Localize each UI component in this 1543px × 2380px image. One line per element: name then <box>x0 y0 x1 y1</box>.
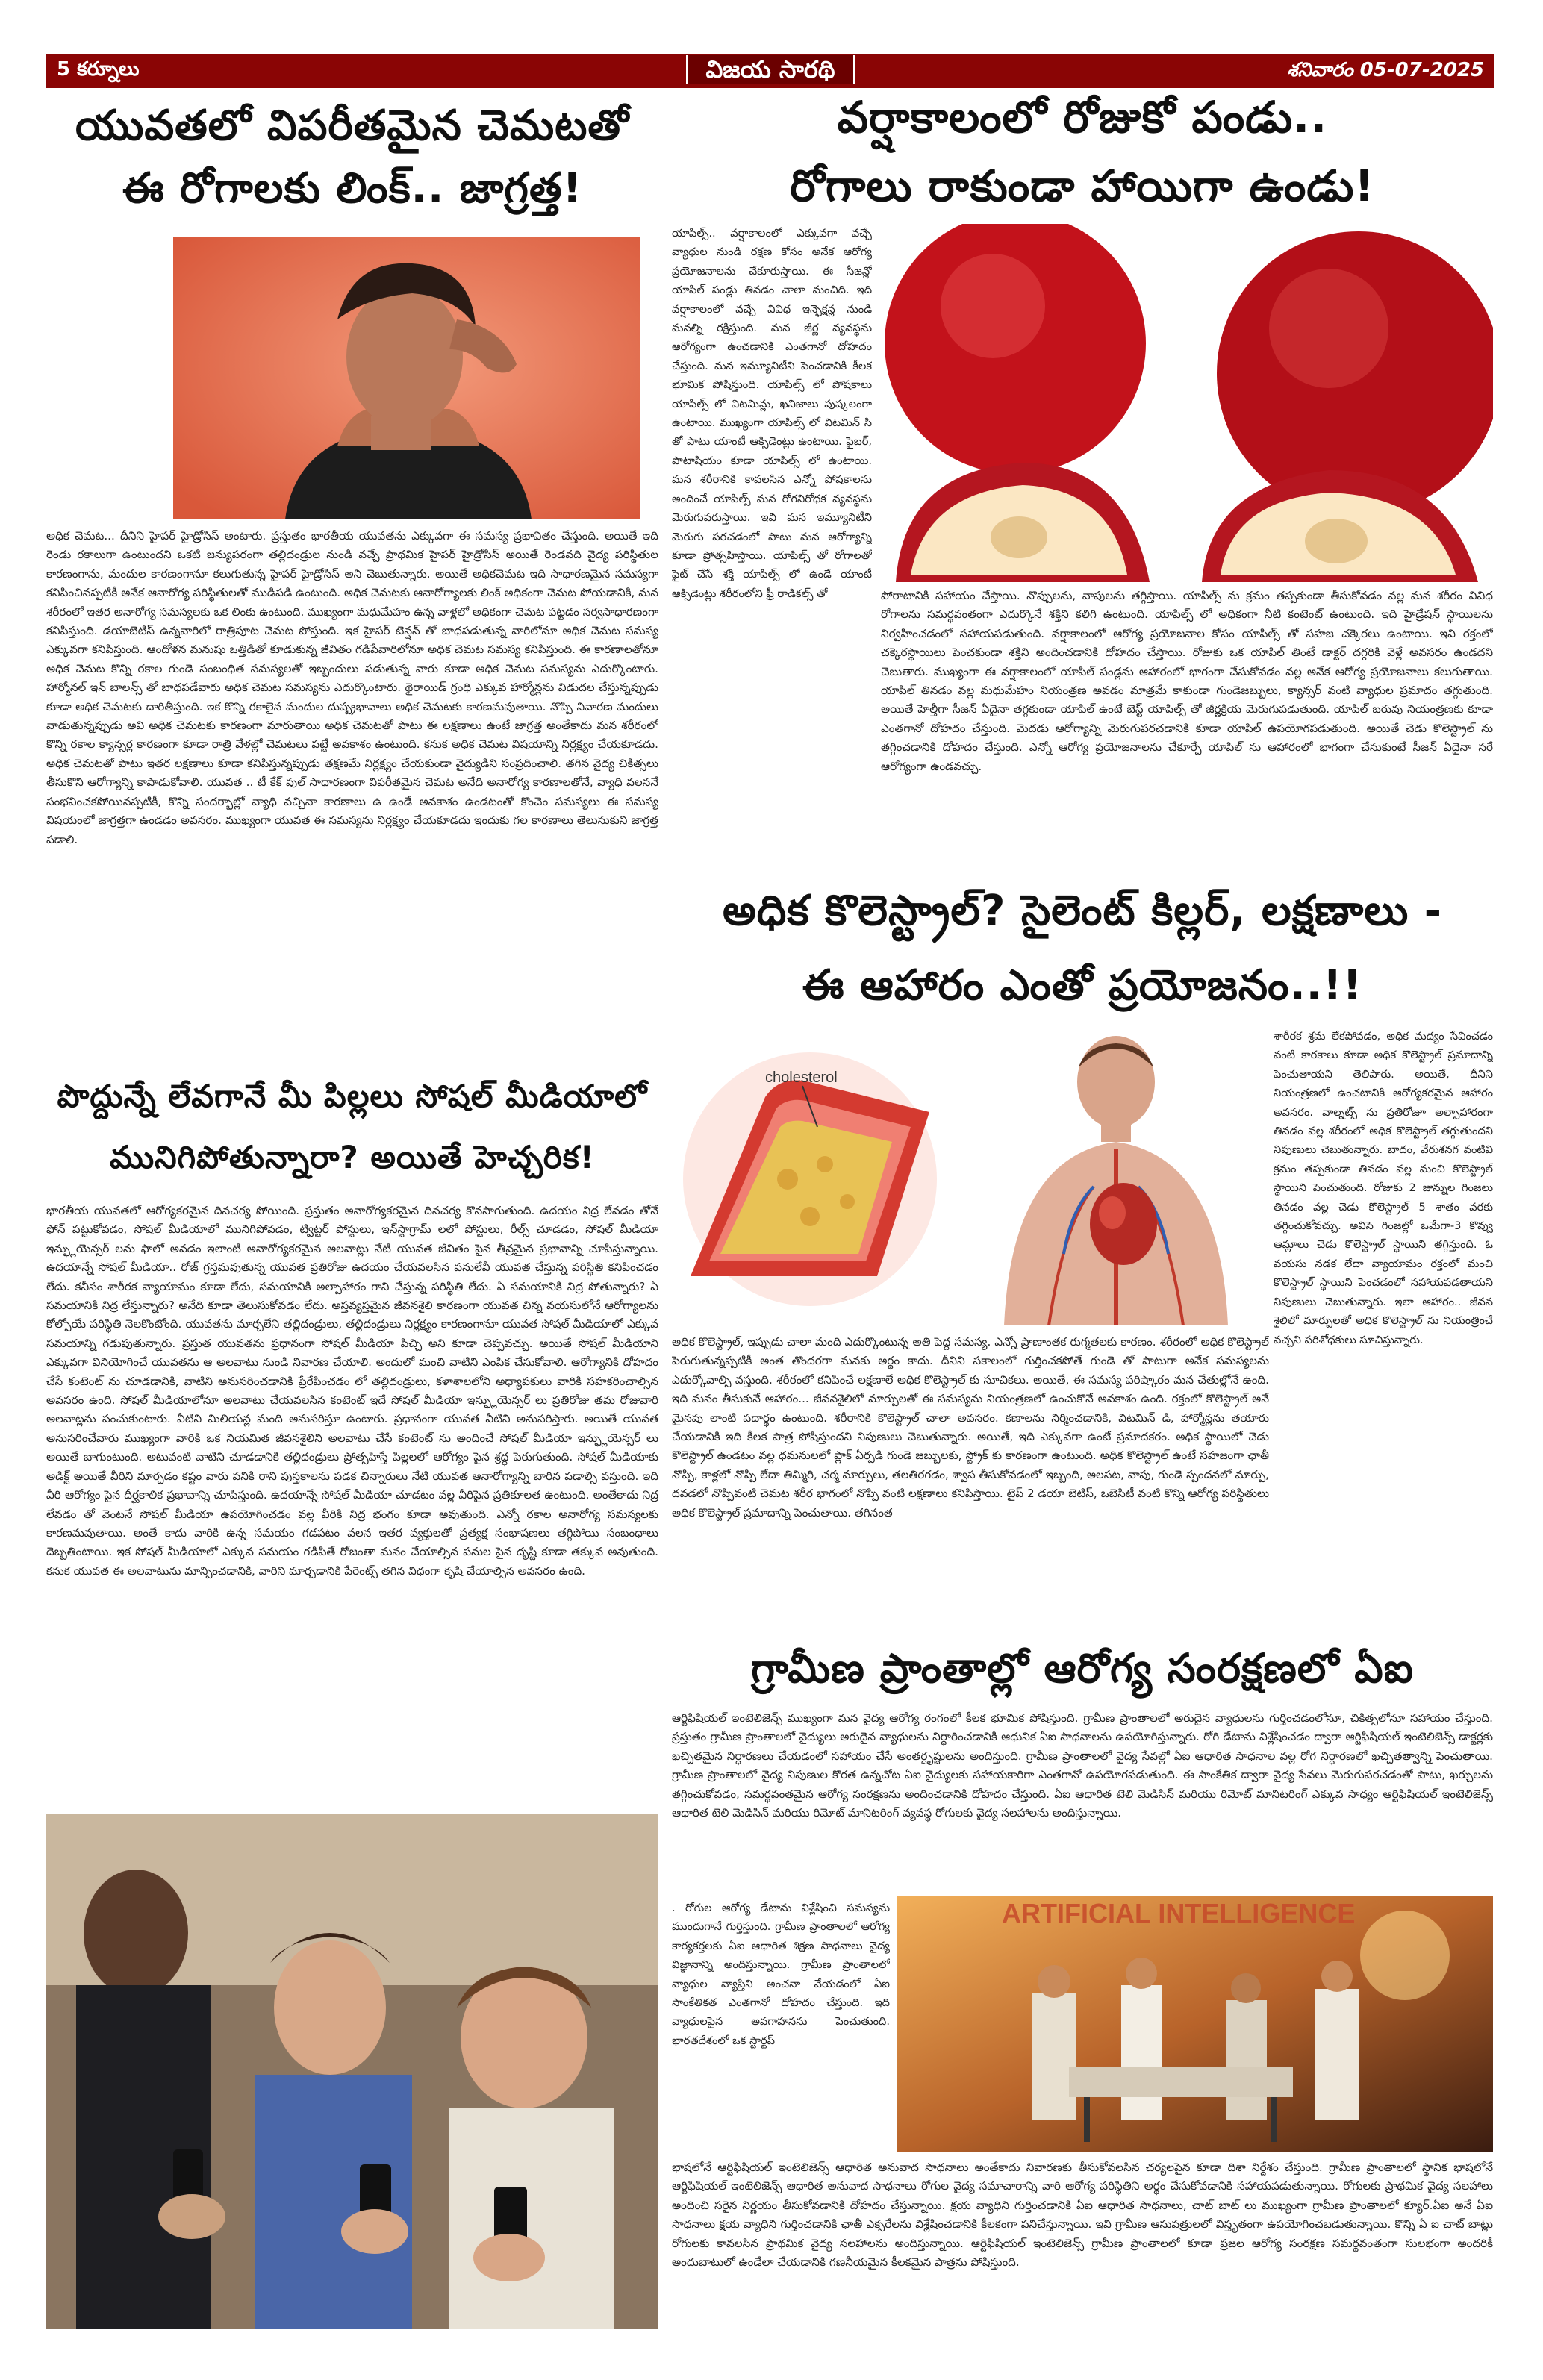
cholesterol-illustration <box>676 1030 1265 1325</box>
article5-headline: గ్రామీణ ప్రాంతాల్లో ఆరోగ్య సంరక్షణలో ఏఐ <box>751 1645 1414 1692</box>
article2-body-narrow: యాపిల్స్.. వర్షాకాలంలో ఎక్కువగా వచ్చే వ్యాధుల నుండి రక్షణ కోసం అనేక ఆరోగ్య ప్రయోజనాలను చేకూరుస్తాయి. ఈ సీజన్లో యాపిల్ పండ్లు తినడం చాలా మంచిది. ఇది వర్షాకాలంలో వచ్చే వివిధ ఇన్ఫెక్షన్ల నుండి మనల్ని రక్షిస్తుంది. మన జీర్ణ వ్యవస్థను ఆరోగ్యంగా ఉంచడానికి ఎంతగానో దోహదం చేస్తుంది. మన ఇమ్యూనిటీని పెంచడానికి కీలక భూమిక పోషిస్తుంది. యాపిల్స్ లో పోషకాలు యాపిల్స్ లో విటమిన్లు, ఖనిజాలు పుష్కలంగా ఉంటాయి. ముఖ్యంగా యాపిల్స్ లో విటమిన్ సి తో పాటు యాంటీ ఆక్సిడెంట్లు ఉంటాయి. ఫైబర్, పొటాషియం కూడా యాపిల్స్ లో ఉంటాయి. మన శరీరానికి కావలసిన ఎన్నో పోషకాలను అందించే యాపిల్స్ మన రోగనిరోధక వ్యవస్థను మెరుగుపరుస్తాయి. ఇవి మన ఇమ్యూనిటీని మెరుగు పరచడంలో పాటు మన ఆరోగ్యాన్ని కూడా ప్రోత్సహిస్తాయి. యాపిల్స్ తో రోగాలతో ఫైట్ చేసే శక్తి యాపిల్స్ లో ఉండే యాంటీ ఆక్సిడెంట్లు శరీరంలోని ఫ్రీ రాడికల్స్ తో <box>672 227 872 600</box>
article1-headline-2: ఈ రోగాలకు లింక్.. జాగ్రత్త! <box>122 164 583 213</box>
article5-body-top: ఆర్టిఫిషియల్ ఇంటెలిజెన్స్ ముఖ్యంగా మన వైద్య ఆరోగ్య రంగంలో కీలక భూమిక పోషిస్తుంది. గ్రామీణ ప్రాంతాలలో అరుదైన వ్యాధులను గుర్తించడంలోనూ, చికిత్సలోనూ సహాయం చేస్తుంది. ప్రస్తుతం గ్రామీణ ప్రాంతాలలో వైద్యులు అరుదైన వ్యాధులను నిర్ధారించడానికి ఆధునిక ఏఐ సాధనాలను ఉపయోగిస్తున్నారు. రోగి డేటాను విశ్లేషించడం ద్వారా ఆర్టిఫిషియల్ ఇంటెలిజెన్స్ డాక్టర్లకు ఖచ్చితమైన నిర్ధారణలు చేయడంలో సహాయం చేసే అంతర్దృష్టులను అందిస్తుంది. గ్రామీణ ప్రాంతాలలో వైద్య సేవల్లో ఏఐ ఆధారిత సాధనాల వల్ల రోగ నిర్ధారణలో ఖచ్చితత్వాన్ని పెంచుతాయి. గ్రామీణ ప్రాంతాలలో వైద్య నిపుణుల కొరత ఉన్నచోట ఏఐ వైద్యులకు సహాయకారిగా ఎంతగానో ఉపయోగపడుతుంది. ఈ సాంకేతిక ద్వారా వైద్య సేవలు మెరుగుపరచడంతో పాటు, ఖర్చులను తగ్గించుకోవడం, సమర్థవంతమైన ఆరోగ్య సంరక్షణను అందించడానికి దోహదం చేస్తుంది. ఏఐ ఆధారిత టెలి మెడిసిన్ మరియు రిమోట్ మానిటరింగ్ ఎక్కువ సాధ్యం ఆర్టిఫిషియల్ ఇంటెలిజెన్స్ ఆధారిత టెలి మెడిసిన్ మరియు రిమోట్ మానిటరింగ్ వ్యవస్థ రోగులకు వైద్య సలహాలను అందిస్తున్నాయి. <box>672 1711 1493 1820</box>
paper-name <box>46 55 1494 90</box>
page-label: 5 కర్నూలు <box>57 58 140 81</box>
article5-body-narrow: . రోగుల ఆరోగ్య డేటాను విశ్లేషించి సమస్యను ముందుగానే గుర్తిస్తుంది. గ్రామీణ ప్రాంతాలలో ఆరోగ్య కార్యకర్తలకు ఏఐ ఆధారిత శిక్షణ సాధనాలు వైద్య విజ్ఞానాన్ని అందిస్తున్నాయి. గ్రామీణ ప్రాంతాలలో వ్యాధుల వ్యాప్తిని అంచనా వేయడంలో ఏఐ సాంకేతికత ఎంతగానో దోహదం చేస్తుంది. ఇది వ్యాధులపైన అవగాహనను పెంచుతుంది. భారతదేశంలో ఒక స్టార్టప్ <box>672 1902 890 2047</box>
issue-date: శనివారం 05-07-2025 <box>1287 59 1484 81</box>
article4-body-narrow: శారీరక శ్రమ లేకపోవడం, అధిక మద్యం సేవించడం వంటి కారకాలు కూడా అధిక కొలెస్ట్రాల్ ప్రమాదాన్ని పెంచుతాయని తెలిపారు. అయితే, దీనిని నియంత్రణలో ఉంచటానికి ఆరోగ్యకరమైన ఆహారం అవసరం. వాల్నట్స్ ను ప్రతిరోజూ అల్పాహారంగా తినడం వల్ల శరీరంలో అధిక కొలెస్ట్రాల్ తగ్గుతుందని నిపుణులు చెబుతున్నారు. బాదం, వేరుశనగ వంటివి క్రమం తప్పకుండా తినడం వల్ల మంచి కొలెస్ట్రాల్ స్థాయిని పెంచుతుంది. రోజుకు 2 జున్నుల గింజలు తినడం వల్ల చెడు కొలెస్ట్రాల్ 5 శాతం వరకు తగ్గించుకోవచ్చు. అవిసె గింజల్లో ఒమేగా-3 కొవ్వు ఆమ్లాలు చెడు కొలెస్ట్రాల్ స్థాయిని తగ్గిస్తుంది. ఓ వయసు నడక లేదా వ్యాయామం రక్తంలో మంచి కొలెస్ట్రాల్ స్థాయిని పెంచడంలో సహాయపడతాయని నిపుణులు చెబుతున్నారు. ఇలా ఆహారం.. జీవన శైలిలో మార్పులతో అధిక కొలెస్ట్రాల్ ను నియంత్రించే వచ్చని పరిశోధకులు సూచిస్తున్నారు. <box>1274 1030 1493 1346</box>
youth-smartphones-photo <box>46 1814 658 2329</box>
article4-headline-1: అధిక కొలెస్ట్రాల్? సైలెంట్ కిల్లర్, లక్షణాలు - <box>722 887 1443 935</box>
article5-body-bottom: భాషలోనే ఆర్టిఫిషియల్ ఇంటెలిజెన్స్ ఆధారిత అనువాద సాధనాలు అంతేకాదు నివారణకు తీసుకోవలసిన చర్యలపైన కూడా దిశా నిర్దేశం చేస్తుంది. గ్రామీణ ప్రాంతాలలో స్థానిక భాషలోనే ఆర్టిఫిషియల్ ఇంటెలిజెన్స్ ఆధారిత అనువాద సాధనాలు రోగుల వైద్య సమాచారాన్ని వారి ఆరోగ్య పరిస్థితిని అర్థం చేసుకోవడానికి సహాయపడుతున్నాయి. రోగులకు ప్రాథమిక వైద్య సలహాలు అందించి సరైన నిర్ణయం తీసుకోవడానికి దోహదం చేస్తున్నాయి. క్షయ వ్యాధిని గుర్తించడానికి ఏఐ ఆధారిత సాధనాలు, చాట్ బాట్ లు ముఖ్యంగా గ్రామీణ ప్రాంతాలలో క్యూర్.ఏఐ అనే ఏఐ సాధనాలు క్షయ వ్యాధిని గుర్తించడానికి ఛాతీ ఎక్సరేలను విశ్లేషించడానికి కీలకంగా పనిచేస్తున్నాయి. ఇవి గ్రామీణ ఆసుపత్రులలో విస్తృతంగా ఉపయోగించబడుతున్నాయి. కొన్ని ఏ ఐ చాట్ బాట్లు రోగులకు కావలసిన ప్రాథమిక వైద్య సలహాలను అందిస్తున్నాయి. ఆర్టిఫిషియల్ ఇంటెలిజెన్స్ గ్రామీణ ప్రాంతాలలో కూడా ప్రజల ఆరోగ్య సంరక్షణ సమర్థవంతంగా సులభంగా అందరికీ అందుబాటులో ఉండేలా చేయడానికి గణనీయమైన కీలకమైన పాత్రను పోషిస్తుంది. <box>672 2161 1493 2270</box>
paper-name-text: విజయ సారథి <box>686 55 855 84</box>
sweating-woman-photo <box>173 237 640 519</box>
article1-body: అధిక చెమట... దీనిని హైపర్ హైడ్రోసిస్ అంటారు. ప్రస్తుతం భారతీయ యువతను ఎక్కువగా ఈ సమస్య ప్రభావితం చేస్తుంది. అయితే ఇది రెండు రకాలుగా ఉంటుందని ఒకటి జన్యుపరంగా తల్లిదండ్రుల నుండి వచ్చే ప్రాథమిక హైపర్ హైడ్రోసిస్ అయితే రెండవది వైద్య పరిస్థితుల కారణంగాను, మందుల కారణంగానూ కలుగుతున్న హైపర్ హైడ్రోసిస్ అని చెబుతున్నారు. అయితే అధికచెమట ఇది సాధారణమైన సమస్యగా కనిపించినప్పటికీ అనేక ఆనారోగ్య పరిస్థితులతో ముడిపడి ఉంటుంది. అధిక చెమటకు ఆనారోగ్యాలకు లింక్ అధికంగా చెమట పోయడానికి, మన శరీరంలో ఇతర అనారోగ్య సమస్యలకు ఒక లింకు ఉంటుంది. ముఖ్యంగా మధుమేహం ఉన్న వాళ్లలో అధికంగా చెమట పట్టడం సర్వసాధారణంగా కనిపిస్తుంది. డయాబెటిస్ ఉన్నవారిలో రాత్రిపూట చెమట పోస్తుంది. ఇక హైపర్ టెన్షన్ తో బాధపడుతున్న వారిలోనూ అధిక చెమట సమస్య ఎక్కువగా కనిపిస్తుంది. ఆందోళన మనుషు ఒత్తిడితో కూడుకున్న జీవితం గడిపేవారిలోనూ అధిక చెమట సమస్య కనిపిస్తుంది. ఈ కారణాలతోనూ అధిక చెమట కొన్ని రకాల గుండె సంబంధిత సమస్యలతో ఇబ్బందులు పడుతున్న వారు కూడా అధిక చెమట సమస్యను ఎదుర్కొంటారు. హార్మోనల్ ఇన్ బాలన్స్ తో బాధపడేవారు అధిక చెమట సమస్యను ఎదుర్కొంటారు. థైరాయిడ్ గ్రంధి ఎక్కువ హార్మోన్లను విడుదల చేస్తున్నప్పుడు కూడా అధిక చెమటకు దారితీస్తుంది. ఇక కొన్ని రకాలైన మందుల దుష్ప్రభావాలు అధిక చెమటకు కారణమవుతాయి. నొప్పి నివారణ మందులు వాడుతున్నప్పుడు అవి అధిక చెమటకు కారణంగా మారుతాయి అధిక చెమటతో పాటు ఈ లక్షణాలు ఉంటే జాగ్రత్త అంతేకాదు మన శరీరంలో కొన్ని రకాల క్యాన్సర్ల కారణంగా కూడా రాత్రి వేళల్లో చెమటలు పట్టే అవకాశం ఉంటుంది. కనుక అధిక చెమట విషయాన్ని నిర్లక్ష్యం చేయకూడదు. అధిక చెమటతో పాటు ఇతర లక్షణాలు కూడా కనిపిస్తున్నప్పుడు తక్షణమే నిర్లక్ష్యం చేయకుండా వైద్యుడిని సంప్రదించాలి. తగిన వైద్య చికిత్సలు తీసుకొని ఆరోగ్యాన్ని కాపాడుకోవాలి. యువత .. టీ కేక్ పుల్ సాధారణంగా విపరీతమైన చెమట అనేది అనారోగ్య కారణాలతోనే, వ్యాధి వలననే సంభవించకపోయినప్పటికీ, కొన్ని సందర్భాల్లో వ్యాధి వచ్చినా కారణాలు ఉ ఉండే అవకాశం ఉండటంతో కొంచెం సమస్యలు ఈ సమస్య విషయంలో జాగ్రత్తగా ఉండడం అవసరం. ముఖ్యంగా యువత ఈ సమస్యను నిర్లక్ష్యం చేయకూడదు ఇందుకు గల కారణాలు తెలుసుకుని జాగ్రత్త పడాలి. <box>46 529 658 846</box>
cholesterol-label: cholesterol <box>765 1069 838 1086</box>
article3-body: భారతీయ యువతలో ఆరోగ్యకరమైన దినచర్య పోయింది. ప్రస్తుతం అనారోగ్యకరమైన దినచర్య కొనసాగుతుంది. ఉదయం నిద్ర లేవడం తోనే ఫోన్ పట్టుకోవడం, సోషల్ మీడియాలో మునిగిపోవడం, ట్విట్టర్ పోస్టులు, ఇన్‌స్టాగ్రామ్‌ లలో పోస్టులు, రీల్స్ చూడడం, సోషల్ మీడియా ఇన్ఫ్లుయెన్సర్ లను ఫాలో అవడం ఇలాంటి అనారోగ్యకరమైన అలవాట్లు నేటి యువత జీవితం పైన తీవ్రమైన ప్రభావాన్ని చూపిస్తున్నాయి. ఉదయాన్నే సోషల్ మీడియా.. రోజ్ గ్రస్తమవుతున్న యువత ప్రతిరోజు ఉదయం చేయవలసిన పనులేవీ యువత చేస్తున్న పరిస్థితి కనిపించడం లేదు. కనీసం శారీరక వ్యాయామం కూడా లేదు, సమయానికి అల్పాహారం గాని చేస్తున్న పరిస్థితి లేదు. ఏ సమయానికి నిద్ర పోతున్నారు? ఏ సమయానికి నిద్ర లేస్తున్నారు? అనేది కూడా తెలుసుకోవడం లేదు. అస్తవ్యస్తమైన జీవనశైలి కారణంగా యువత చిన్న వయసులోనే ఆరోగ్యాలను కోల్పోయే పరిస్థితి నెలకొంటోంది. యువతను మార్చలేని తల్లిదండ్రులు, తల్లిదండ్రులు నిర్లక్ష్యం కారణంగానూ యువత సోషల్ మీడియాలో ఎక్కువ సమయాన్ని గడుపుతున్నారు. ప్రస్తుత యువతను ప్రధానంగా సోషల్ మీడియా పిచ్చి అని కూడా చెప్పవచ్చు. అయితే సోషల్ మీడియాని ఎక్కువగా వినియోగించే యువతను ఆ అలవాటు నుండి నివారణ చేయాలి. అందులో మంచి వాటిని ఎంపిక చేసుకోవాలి. ఆరోగ్యానికి దోహదం చేసే కంటెంట్ ను చూడడానికి, వాటిని అనుసరించడానికి ప్రేరేపించడం లో తల్లిదండ్రులు, కళాశాలలోని అధ్యాపకులు వారికి సహకరించాల్సిన అవసరం ఉంది. సోషల్ మీడియాలోనూ అలవాటు చేయవలసిన కంటెంట్ ఇదే సోషల్ మీడియా ఇన్ఫ్లుయెన్సర్ లు ప్రతిరోజు తమ రోజువారి అలవాట్లను పంచుకుంటారు. వీటిని మిలియన్ల మంది అనుసరిస్తూ ఉంటారు. ప్రధానంగా యువత వీటిని అనుసరిస్తారు. అయితే యువత అనుసరించేవారు ముఖ్యంగా వారికి ఒక నియమిత జీవనశైలిని అలవాటు చేసే కంటెంట్ ను అందించే సోషల్ మీడియా ఇన్ఫ్లుయెన్సర్ లు అయితే బాగుంటుంది. అటువంటి వాటిని చూడడానికి తల్లిదండ్రులు ప్రోత్సహిస్తే పిల్లలలో ఆరోగ్యం పైన శ్రద్ధ పెరుగుతుంది. సోషల్ మీడియాకు అడిక్ట్ అయితే వీరిని మార్చడం కష్టం వారు పనికి రాని పుస్తకాలను పడక చిన్నారులు నేటి యువత ఆనారోగ్యాన్ని బారిన పడాల్సి వస్తుంది. ఇది వీరి ఆరోగ్యం పైన దీర్ఘకాలిక ప్రభావాన్ని చూపిస్తుంది. ఉదయాన్నే సోషల్ మీడియా చూడటం వల్ల వీరిపైన ప్రతికూలత ఉంటుంది. అంతేకాదు నిద్ర లేవడం తో వెంటనే సోషల్ మీడియా ఉపయోగించడం వల్ల వీరికి నిద్ర భంగం కూడా అవుతుంది. ఎన్నో రకాల అనారోగ్య సమస్యలకు కారణమవుతాయి. అంతే కాదు వారికి ఉన్న సమయం గడపటం వలన ఇతర వ్యక్తులతో ప్రత్యక్ష సంభాషణలు తగ్గిపోయి సంబంధాలు దెబ్బతింటాయి. ఇక సోషల్ మీడియాలో ఎక్కువ సమయం గడిపితే రోజంతా మనం చేయాల్సిన పనుల పైన దృష్టి కూడా తక్కువ అవుతుంది. కనుక యువత ఈ అలవాటును మాన్పించడానికి, వారిని మార్చడానికి పేరెంట్స్ తగిన విధంగా కృషి చేయాల్సిన అవసరం ఉంది. <box>46 1204 658 1578</box>
ai-banner-text: ARTIFICIAL INTELLIGENCE <box>1002 1898 1356 1928</box>
article2-body-wide: పోరాటానికి సహాయం చేస్తాయి. నొప్పులను, వాపులను తగ్గిస్తాయి. యాపిల్స్ ను క్రమం తప్పకుండా తీసుకోవడం వల్ల మన శరీరం వివిధ రోగాలను సమర్థవంతంగా ఎదుర్కొనే శక్తిని కలిగి ఉంటుంది. యాపిల్స్ లో అధికంగా నీటి కంటెంట్ ఉంటుంది. ఇది హైడ్రేషన్ స్థాయిలను నిర్వహించడంలో సహాయపడుతుంది. వర్షాకాలంలో ఆరోగ్య ప్రయోజనాల కోసం యాపిల్స్ తో సహజ చక్కెరలు ఉంటాయి. ఇవి రక్తంలో చక్కెరస్థాయిలు పెంచకుండా శక్తిని అందించడానికి దోహదం చేస్తాయి. రోజుకు ఒక యాపిల్ తింటే డాక్టర్ దగ్గరికి వెళ్లే అవసరం ఉండదని చెబుతారు. ముఖ్యంగా ఈ వర్షాకాలంలో యాపిల్ పండ్లను ఆహారంలో భాగంగా చేసుకోవడం వల్ల అనేక ఆరోగ్య ప్రయోజనాలు కలుగుతాయి. యాపిల్ తినడం వల్ల మధుమేహం నియంత్రణ అవడం మాత్రమే కాకుండా గుండెజబ్బులు, క్యాన్సర్ వంటి వ్యాధుల ప్రమాదం తగ్గుతుంది. అయితే హెల్తీగా సీజన్ ఏదైనా తగ్గకుండా యాపిల్ ఉంటే బెస్ట్ యాపిల్స్ తో జీర్ణక్రియ మెరుగుపడుతుంది. యాపిల్ బరువు నియంత్రణకు కూడా ఎంతగానో దోహదం చేస్తుంది. మెదడు ఆరోగ్యాన్ని మెరుగుపరచడానికి కూడా యాపిల్ ఉపయోగపడుతుంది. అయితే చెడు కొలెస్ట్రాల్ ను తగ్గించడానికి దోహదం చేస్తుంది. ఎన్నో ఆరోగ్య ప్రయోజనాలను చేకూర్చే యాపిల్ ను ఆహారంలో భాగంగా చేసుకుంటే సీజన్ ఏదైనా సరే ఆరోగ్యంగా ఉండవచ్చు. <box>881 589 1493 773</box>
article3-headline-2: మునిగిపోతున్నారా? అయితే హెచ్చరిక! <box>110 1139 595 1175</box>
article2-headline-1: వర్షాకాలంలో రోజుకో పండు.. <box>837 92 1328 143</box>
masthead <box>46 54 1494 88</box>
article2-headline-2: రోగాలు రాకుండా హాయిగా ఉండు! <box>790 160 1375 211</box>
article1-headline-1: యువతలో విపరీతమైన చెమటతో <box>75 101 630 150</box>
apples-photo <box>881 224 1493 582</box>
article4-headline-2: ఈ ఆహారం ఎంతో ప్రయోజనం..!! <box>802 961 1363 1010</box>
article3-headline-1: పొద్దున్నే లేవగానే మీ పిల్లలు సోషల్ మీడియాలో <box>57 1078 648 1114</box>
ai-healthcare-photo <box>897 1896 1493 2152</box>
article4-body-wide: అధిక కొలెస్ట్రాల్, ఇప్పుడు చాలా మంది ఎదుర్కొంటున్న అతి పెద్ద సమస్య. ఎన్నో ప్రాణాంతక రుగ్మతలకు కారణం. శరీరంలో అధిక కొలెస్ట్రాల్ పెరుగుతున్నప్పటికీ అంత తొందరగా మనకు అర్థం కాదు. దీనిని సకాలంలో గుర్తించకపోతే గుండె తో పాటుగా అనేక సమస్యలను ఎదుర్కోవాల్సి వస్తుంది. శరీరంలో కనిపించే లక్షణాలే అధిక కొలెస్ట్రాల్ కు సూచికలు. అయితే, ఈ సమస్య పరిష్కారం మన చేతుల్లోనే ఉంది. ఇది మనం తీసుకునే ఆహారం... జీవనశైలిలో మార్పులతో ఈ సమస్యను నియంత్రణలో ఉంచుకొనే అవకాశం ఉంది. రక్తంలో కొలెస్ట్రాల్ అనే మైనపు లాంటి పదార్థం ఉంటుంది. శరీరానికి కొలెస్ట్రాల్ చాలా అవసరం. కణాలను నిర్మించడానికి, విటమిన్ డి, హార్మోన్లను తయారు చేయడానికి ఇది కీలక పాత్ర పోషిస్తుందని నిపుణులు చెబుతున్నారు. అయితే, ఇది ఎక్కువగా ఉంటే ప్రమాదకరం. అధిక స్థాయిలో చెడు కొలెస్ట్రాల్ ఉండటం వల్ల ధమనులలో ప్లాక్ ఏర్పడి గుండె జబ్బులకు, స్ట్రోక్ కు కారణంగా ఉంటుంది. అధిక కొలెస్ట్రాల్ ఉంటే సహజంగా ఛాతీ నొప్పి, కాళ్లలో నొప్పి లేదా తిమ్మిరి, చర్మ మార్పులు, తలతిరగడం, శ్వాస తీసుకోవడంలో ఇబ్బంది, అలసట, వాపు, గుండె స్పందనలో మార్పు, దవడలో నొప్పివంటి చెమట శరీర భాగంలో నొప్పి వంటి లక్షణాలు కనిపిస్తాయి. టైప్ 2 డయా బెటిస్, ఒబెసిటీ వంటి కొన్ని ఆరోగ్య పరిస్థితులు అధిక కొలెస్ట్రాల్ ప్రమాదాన్ని పెంచుతాయి. తగినంత <box>672 1335 1269 1519</box>
